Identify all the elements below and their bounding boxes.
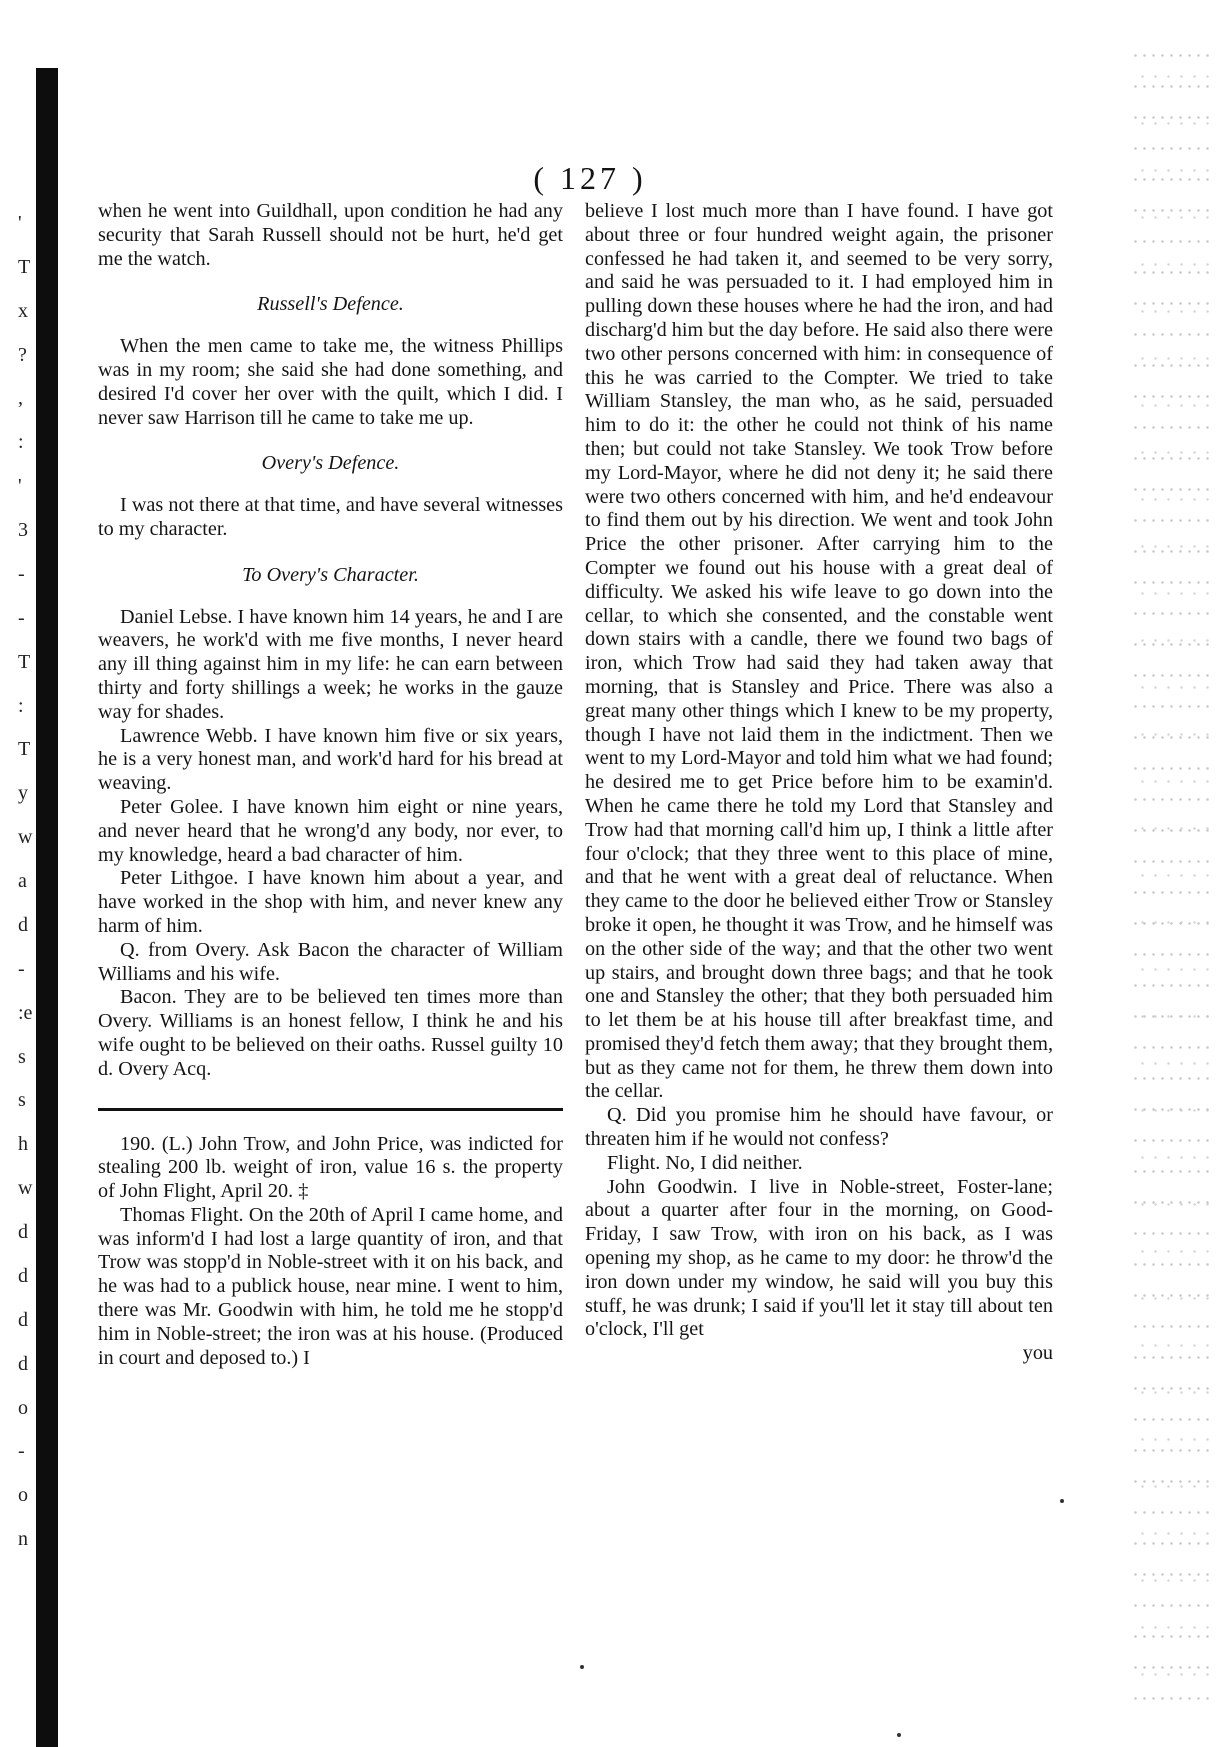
binding-shadow xyxy=(36,68,58,1747)
paragraph: Daniel Lebse. I have known him 14 years, he and I are weavers, he work'd with me five months, I never heard any ill thing against him in my life: he can earn between thirty and forty shillings a week; he works in the gauze way for shades. xyxy=(98,605,563,723)
margin-fragment: ' xyxy=(18,475,22,497)
scan-dot xyxy=(1060,1499,1064,1503)
catchword: you xyxy=(1022,1342,1053,1365)
paragraph: Peter Golee. I have known him eight or nine years, and never heard that he wrong'd any body, nor ever, to my knowledge, heard a bad character of him. xyxy=(98,795,563,866)
margin-fragment: o xyxy=(18,1484,28,1506)
section-rule xyxy=(98,1108,563,1111)
margin-fragment: a xyxy=(18,870,27,892)
left-column xyxy=(98,200,563,1370)
paragraph: Lawrence Webb. I have known him five or six years, he is a very honest man, and work'd hard for his bread at weaving. xyxy=(98,724,563,795)
margin-fragment: 3 xyxy=(18,519,28,541)
paragraph: when he went into Guildhall, upon condition he had any security that Sarah Russell should not be hurt, he'd get me the watch. xyxy=(98,200,563,270)
paragraph: 190. (L.) John Trow, and John Price, was indicted for stealing 200 lb. weight of iron, value 16 s. the property of John Flight, April 20. ‡ xyxy=(98,1132,563,1203)
margin-fragment: , xyxy=(18,387,23,409)
paragraph: Q. Did you promise him he should have favour, or threaten him if he would not confess? xyxy=(585,1104,1053,1151)
scan-speckle xyxy=(1131,40,1211,1720)
margin-fragment: x xyxy=(18,300,28,322)
page-number: ( 127 ) xyxy=(533,160,647,196)
margin-fragment: : xyxy=(18,695,24,717)
margin-fragment: - xyxy=(18,1440,25,1462)
margin-fragment: ' xyxy=(18,212,22,234)
margin-fragment: d xyxy=(18,1265,28,1287)
paragraph: Peter Lithgoe. I have known him about a year, and have worked in the shop with him, and never knew any harm of him. xyxy=(98,867,563,937)
margin-fragment: - xyxy=(18,958,25,980)
section-heading: To Overy's Character. xyxy=(242,563,419,586)
margin-fragment: d xyxy=(18,1353,28,1375)
margin-fragment: :e xyxy=(18,1002,33,1024)
margin-fragment: y xyxy=(18,782,28,804)
margin-fragment: d xyxy=(18,1221,28,1243)
scan-dot xyxy=(580,1665,584,1669)
right-column xyxy=(585,200,1053,1366)
margin-fragment: ? xyxy=(18,344,27,366)
margin-fragment: n xyxy=(18,1528,28,1550)
paragraph: Q. from Overy. Ask Bacon the character of William Williams and his wife. xyxy=(98,938,563,985)
section-heading: Russell's Defence. xyxy=(257,293,404,316)
margin-fragment: d xyxy=(18,914,28,936)
scan-dot xyxy=(897,1733,901,1737)
margin-fragment: h xyxy=(18,1133,28,1155)
margin-fragment: w xyxy=(18,826,33,848)
margin-fragment: : xyxy=(18,431,24,453)
margin-fragment: s xyxy=(18,1046,26,1068)
margin-fragment: - xyxy=(18,563,25,585)
paragraph: Thomas Flight. On the 20th of April I came home, and was inform'd I had lost a large quantity of iron, and that Trow was stopp'd in Noble-street with it on his back, and he was had to a publick house, near mine. I went to him, there was Mr. Goodwin with him, he told me he stopp'd him in Noble-street; the iron was at his house. (Produced in court and deposed to.) I xyxy=(98,1203,563,1369)
margin-fragment: d xyxy=(18,1309,28,1331)
paragraph: Flight. No, I did neither. xyxy=(607,1151,803,1174)
paragraph: When the men came to take me, the witness Phillips was in my room; she said she had done something, and desired I'd cover her over with the quilt, which I did. I never saw Harrison till he came to take me up. xyxy=(98,335,563,429)
margin-fragment: T xyxy=(18,256,31,278)
margin-fragment: w xyxy=(18,1177,33,1199)
paragraph: John Goodwin. I live in Noble-street, Foster-lane; about a quarter after four in the morning, on Good-Friday, I saw Trow, with iron on his back, as I was opening my shop, as he came to my door: he throw'd the iron down under my window, he said will you buy this stuff, he was drunk; I said if you'll let it stay till about ten o'clock, I'll get xyxy=(585,1175,1053,1341)
margin-fragment: T xyxy=(18,651,31,673)
margin-fragment: s xyxy=(18,1089,26,1111)
margin-fragment: o xyxy=(18,1397,28,1419)
paragraph: Bacon. They are to be believed ten times more than Overy. Williams is an honest fellow, I think he and his wife ought to be believed on their oaths. Russel guilty 10 d. Overy Acq. xyxy=(98,986,563,1080)
section-heading: Overy's Defence. xyxy=(261,452,400,475)
margin-fragment: - xyxy=(18,607,25,629)
margin-fragment: T xyxy=(18,738,31,760)
paragraph: believe I lost much more than I have found. I have got about three or four hundred weight again, the prisoner confessed he had taken it, and seemed to be very sorry, and said he was persuaded to it. I had employed him in pulling down these houses where he had the iron, and had discharg'd him but the day before. He said also there were two other persons concerned with him: in consequence of this he was carried to the Compter. We tried to take William Stansley, the man who, as he said, persuaded him to do it: the other he could not think of his name then; but could not take Stansley. We took Trow before my Lord-Mayor, where he did not deny it; he said there were two others concerned with him, and he'd endeavour to find them out by his direction. We went and took John Price the other prisoner. After carrying him to the Compter we found out his house with a great deal of difficulty. We asked his wife leave to go down into the cellar, to which she consented, and the constable went down stairs with a candle, there we found two bags of iron, which Trow had said they had taken away that morning, that is Stansley and Price. There was also a great many other things which I knew to be my property, though I have not laid them in the indictment. Then we went to my Lord-Mayor and told him what we had found; he desired me to get Price before him to be examin'd. When he came there he told my Lord that Stansley and Trow had that morning call'd him up, I think a little after four o'clock; that they three went to this place of mine, and that he went with a great deal of reluctance. When they came to the door he believed either Trow or Stansley broke it open, he thought it was Trow, and he himself was on the other side of the way; and that the other two went up stairs, and brought down three bags; and that he took one and Stansley the other; that they both persuaded him to let them be at his house till after breakfast time, and promised they'd fetch them away; that they brought them, but as they came not for them, he threw them down into the cellar. xyxy=(585,200,1053,1103)
paragraph: I was not there at that time, and have several witnesses to my character. xyxy=(98,494,563,540)
